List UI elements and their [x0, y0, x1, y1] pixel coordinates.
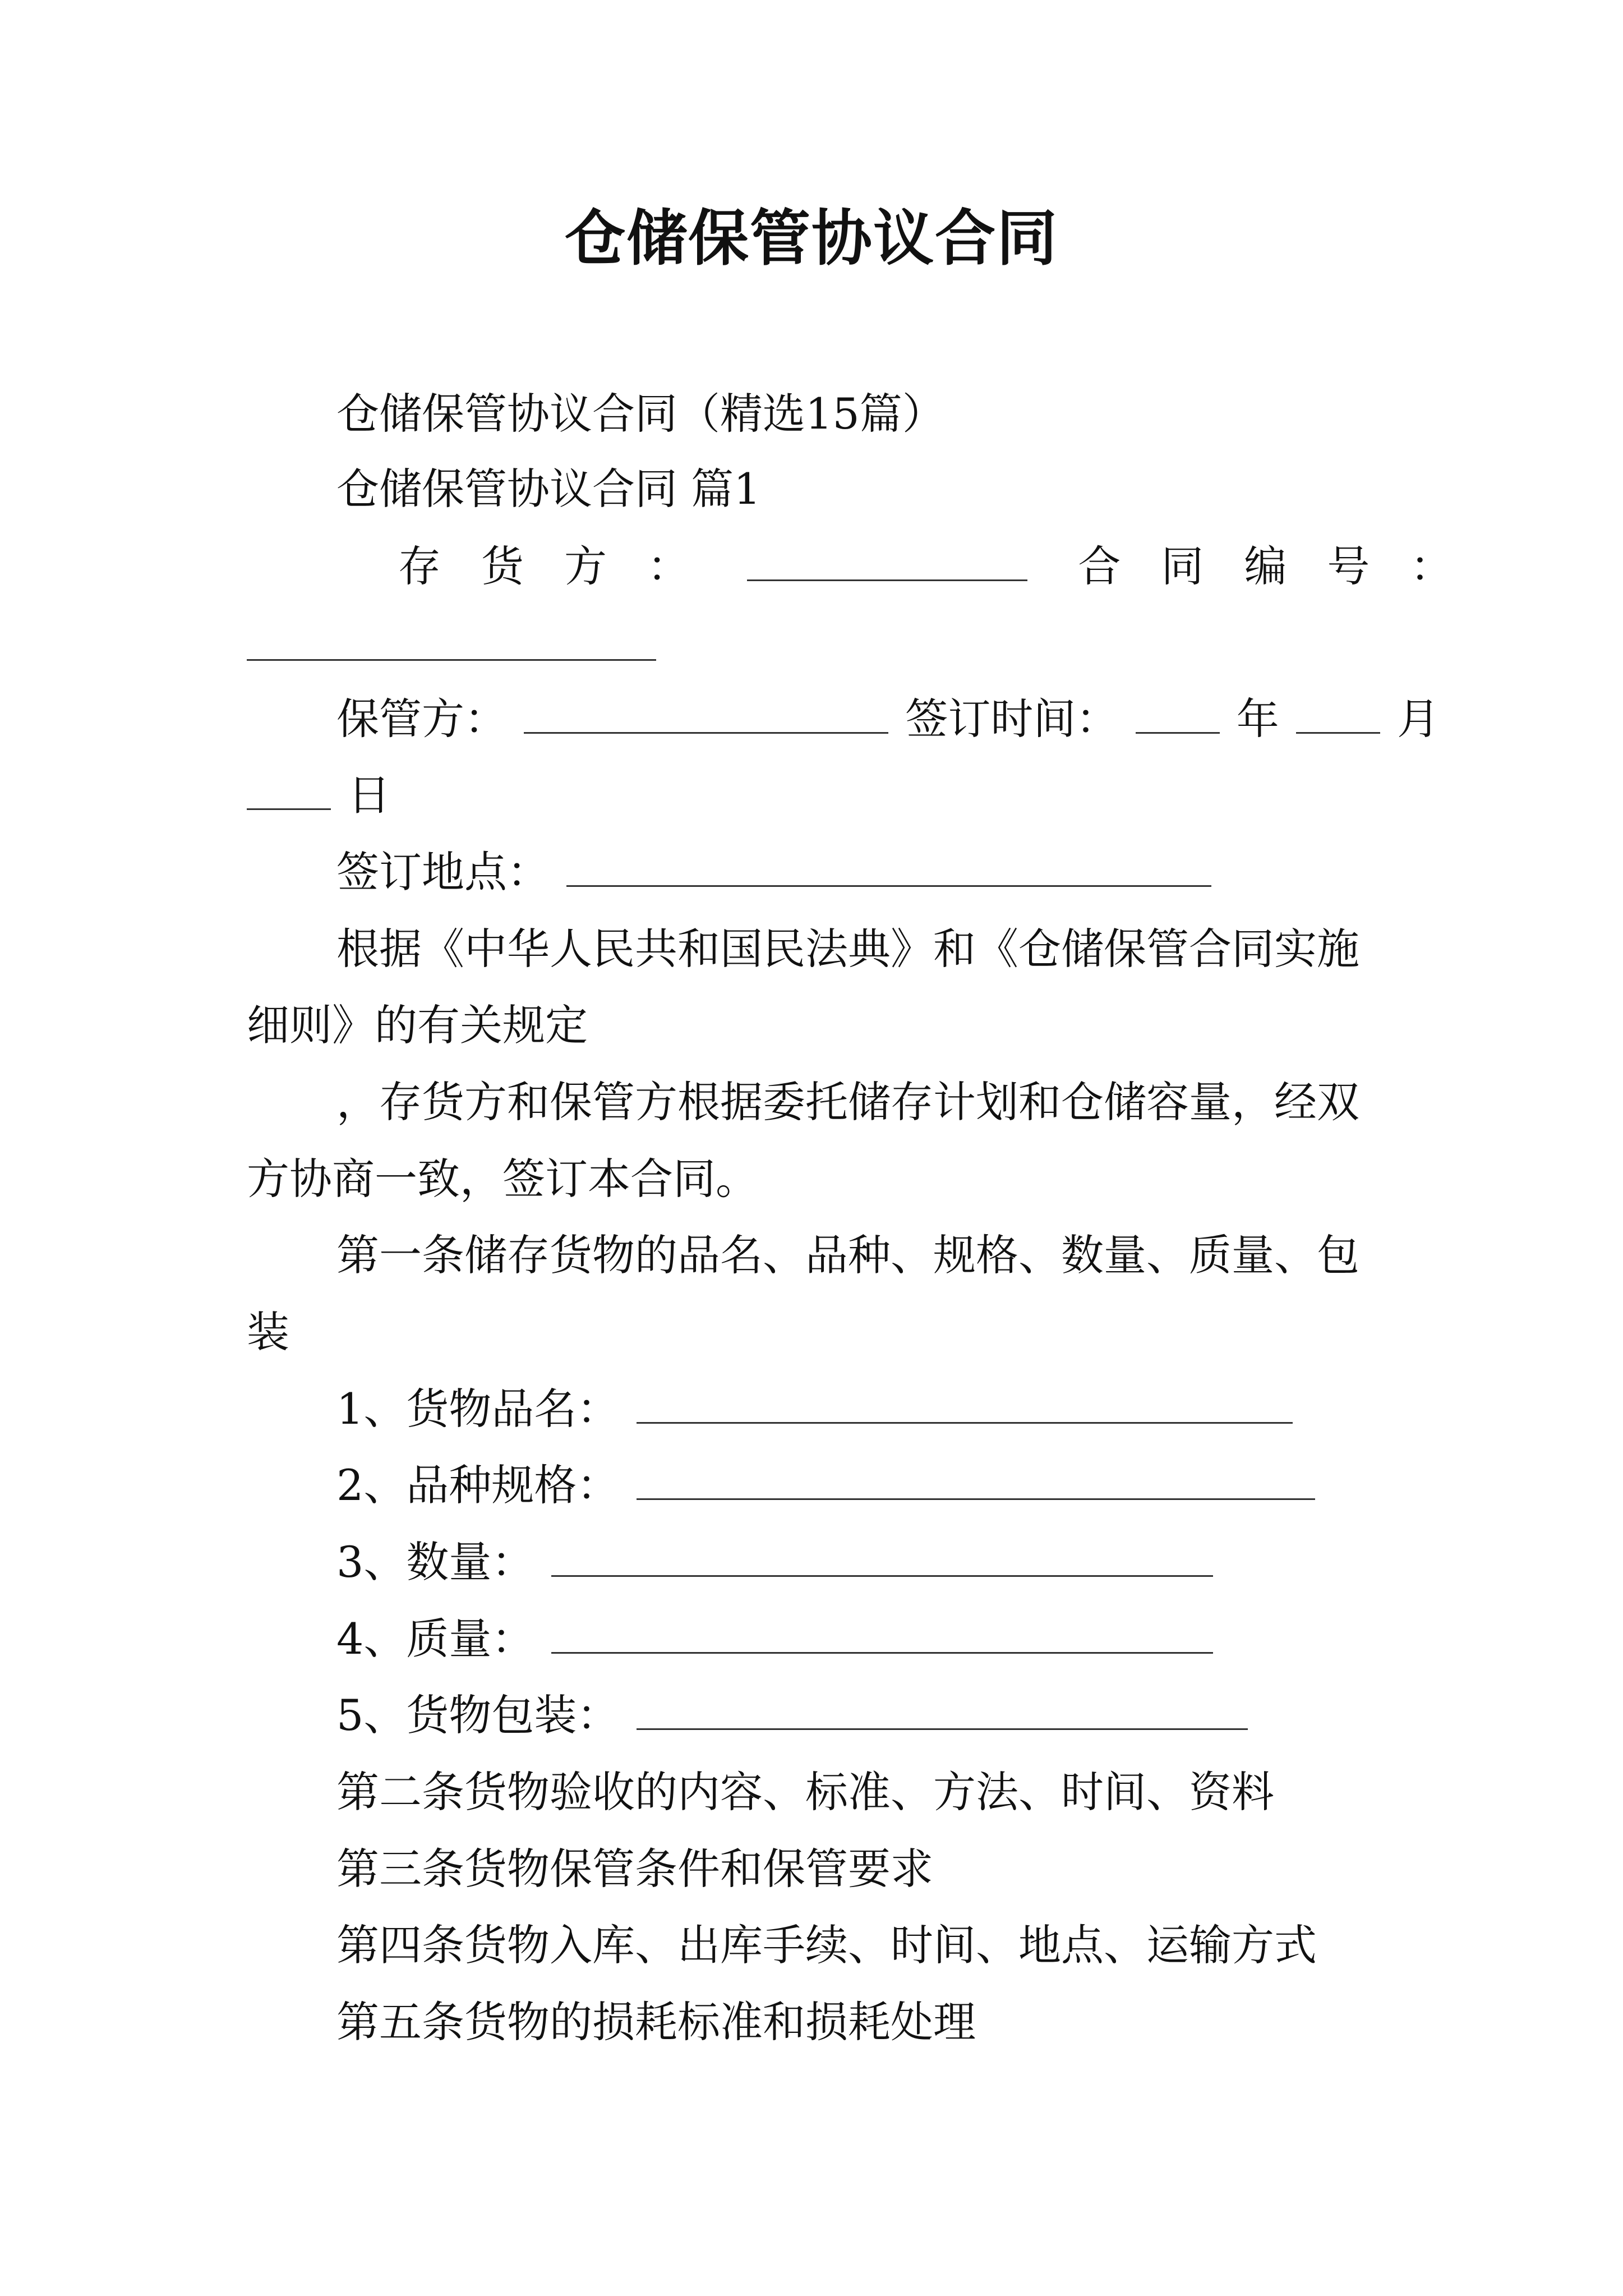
contract-no-blank[interactable]: [247, 623, 656, 661]
sign-place-blank[interactable]: [566, 849, 1211, 887]
year-blank[interactable]: [1136, 696, 1220, 734]
item-2-label: 2、品种规格：: [336, 1460, 620, 1510]
article-3: 第三条货物保管条件和保管要求: [336, 1844, 933, 1894]
sign-time-label: 签订时间：: [905, 694, 1119, 744]
item-1-blank[interactable]: [637, 1386, 1293, 1424]
item-1-line: [336, 1381, 1296, 1437]
item-3-label: 3、数量：: [336, 1537, 534, 1587]
item-3-line: [336, 1534, 1216, 1590]
month-blank[interactable]: [1296, 696, 1380, 734]
depositor-label: 存货方：: [398, 541, 730, 591]
contract-no-line: [247, 618, 660, 674]
item-3-blank[interactable]: [551, 1539, 1213, 1577]
item-4-line: [336, 1611, 1216, 1667]
document-title: 仓储保管协议合同: [564, 203, 1058, 274]
sign-place-line: [336, 844, 1215, 900]
item-4-label: 4、质量：: [336, 1614, 534, 1664]
item-4-blank[interactable]: [551, 1616, 1213, 1654]
month-label: 月: [1397, 694, 1440, 744]
contract-no-label: 合同编号：: [1078, 541, 1493, 591]
item-5-line: [336, 1687, 1251, 1743]
article-4: 第四条货物入库、出库手续、时间、地点、运输方式: [336, 1920, 1317, 1970]
article-1-line-1: 第一条储存货物的品名、品种、规格、数量、质量、包: [336, 1230, 1359, 1280]
item-5-label: 5、货物包装：: [336, 1690, 620, 1740]
article-1-line-2: 装: [247, 1307, 289, 1357]
article-5: 第五条货物的损耗标准和损耗处理: [336, 1997, 976, 2047]
day-blank[interactable]: [247, 772, 331, 810]
article-2: 第二条货物验收的内容、标准、方法、时间、资料: [336, 1767, 1274, 1817]
sign-place-label: 签订地点：: [336, 847, 550, 897]
item-2-blank[interactable]: [637, 1462, 1315, 1500]
subtitle-line: 仓储保管协议合同（精选15篇）: [336, 389, 945, 439]
basis-line-2: 细则》的有关规定: [247, 1000, 588, 1050]
keeper-label: 保管方：: [336, 694, 507, 744]
day-label: 日: [348, 770, 391, 820]
depositor-blank[interactable]: [747, 544, 1027, 581]
keeper-line: [336, 691, 1440, 747]
year-label: 年: [1236, 694, 1279, 744]
keeper-blank[interactable]: [524, 696, 888, 734]
section-heading: 仓储保管协议合同 篇1: [336, 464, 761, 514]
depositor-line: [398, 539, 1493, 595]
item-2-line: [336, 1457, 1318, 1513]
agreement-line-2: 方协商一致，签订本合同。: [247, 1154, 758, 1204]
item-1-label: 1、货物品名：: [336, 1384, 620, 1434]
item-5-blank[interactable]: [637, 1692, 1248, 1730]
day-line: [247, 767, 390, 823]
basis-line-1: 根据《中华人民共和国民法典》和《仓储保管合同实施: [336, 924, 1359, 974]
agreement-line-1: ，存货方和保管方根据委托储存计划和仓储容量，经双: [336, 1077, 1359, 1127]
